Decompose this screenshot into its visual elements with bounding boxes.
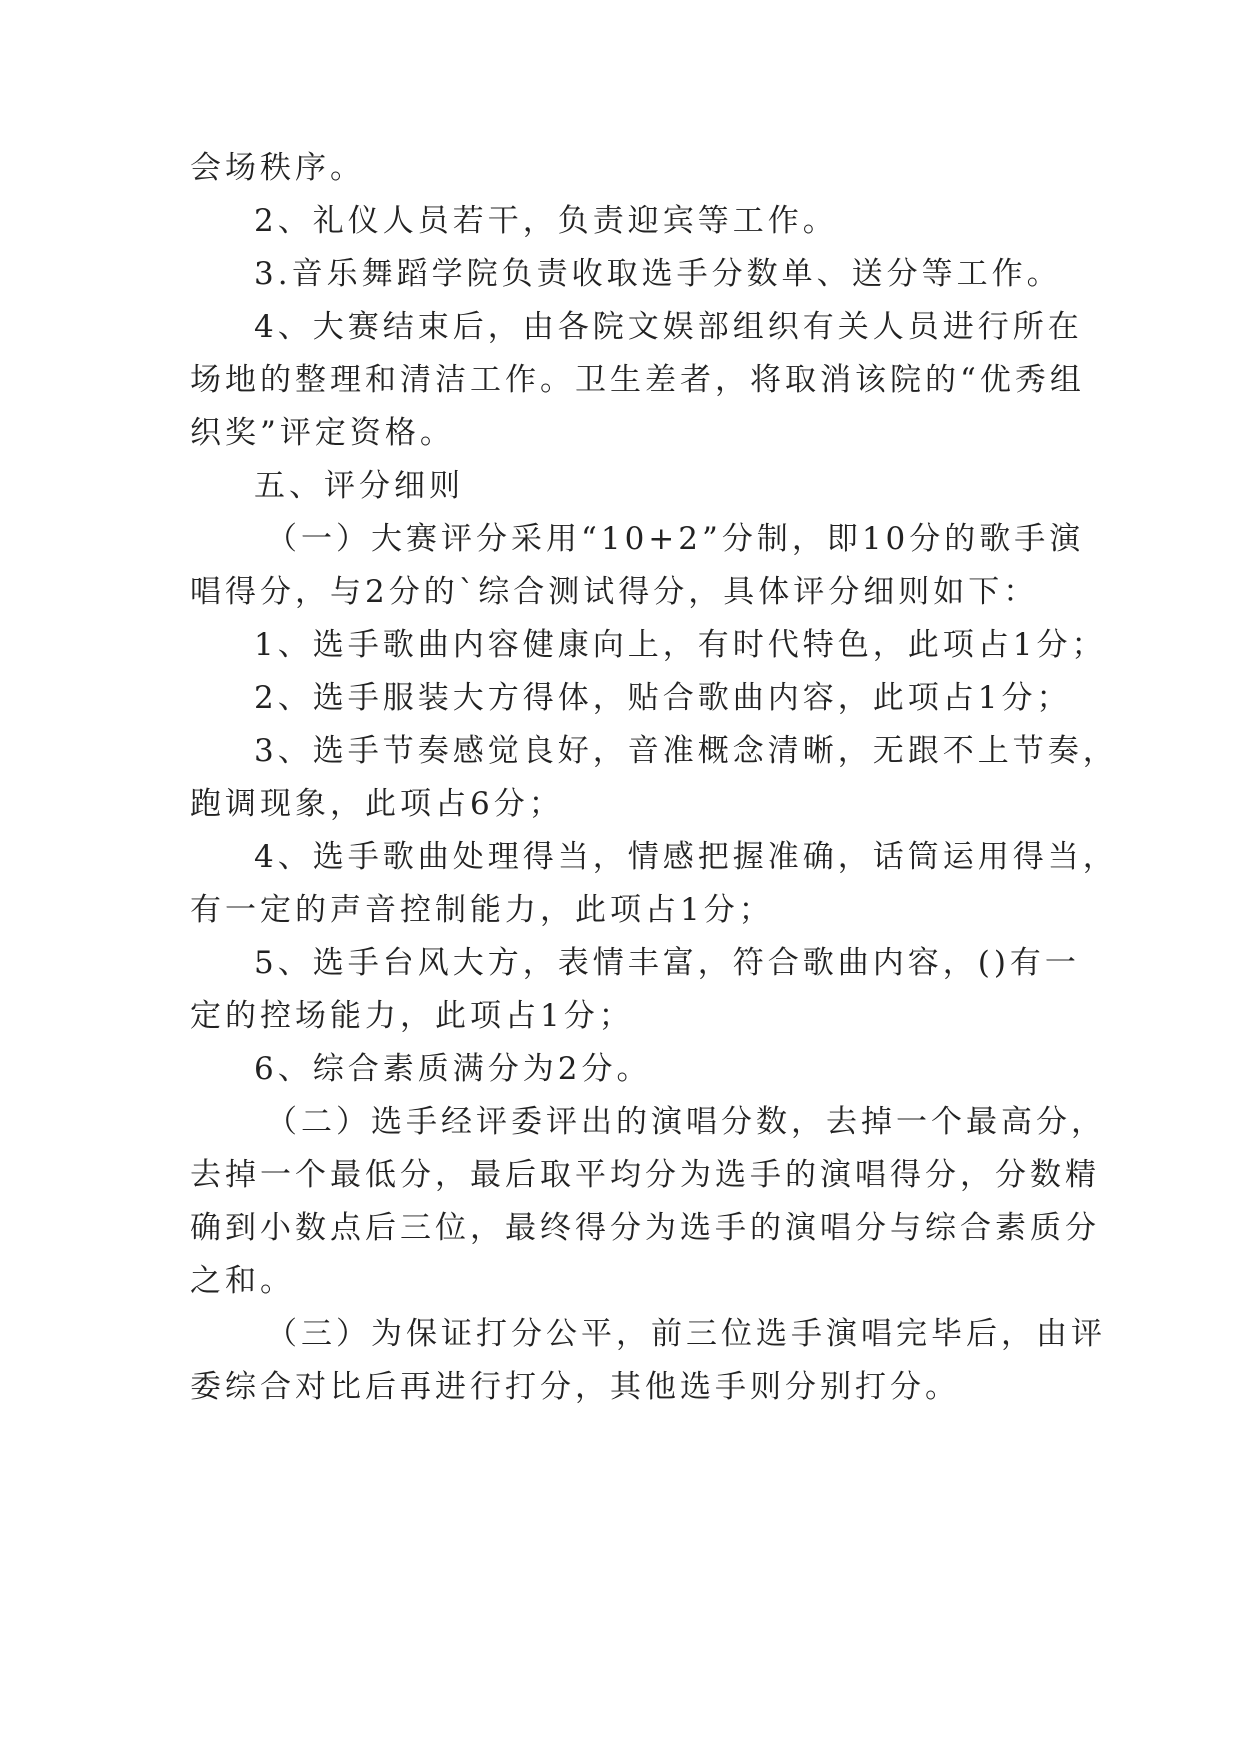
text-line: （三）为保证打分公平，前三位选手演唱完毕后，由评 xyxy=(266,1316,1106,1352)
text-line: 跑调现象，此项占6分； xyxy=(190,786,564,822)
text-line: 2、礼仪人员若干，负责迎宾等工作。 xyxy=(254,203,838,239)
text-line: 2、选手服装大方得体，贴合歌曲内容，此项占1分； xyxy=(254,680,1072,716)
text-line: 定的控场能力，此项占1分； xyxy=(190,998,634,1034)
text-line: 3、选手节奏感觉良好，音准概念清晰，无跟不上节奏， xyxy=(254,733,1118,769)
text-line: 4、大赛结束后，由各院文娱部组织有关人员进行所在 xyxy=(254,309,1083,345)
text-line: 委综合对比后再进行打分，其他选手则分别打分。 xyxy=(190,1369,960,1405)
text-line: 3.音乐舞蹈学院负责收取选手分数单、送分等工作。 xyxy=(254,256,1062,292)
text-line: 1、选手歌曲内容健康向上，有时代特色，此项占1分； xyxy=(254,627,1107,663)
text-line: （二）选手经评委评出的演唱分数，去掉一个最高分， xyxy=(266,1104,1106,1140)
text-line: 6、综合素质满分为2分。 xyxy=(254,1051,652,1087)
text-line: 5、选手台风大方，表情丰富，符合歌曲内容，()有一 xyxy=(254,945,1080,981)
text-line: 4、选手歌曲处理得当，情感把握准确，话筒运用得当， xyxy=(254,839,1118,875)
text-line: （一）大赛评分采用“10+2”分制，即10分的歌手演 xyxy=(266,521,1085,557)
text-line: 场地的整理和清洁工作。卫生差者，将取消该院的“优秀组 xyxy=(190,362,1085,398)
text-line: 之和。 xyxy=(190,1263,295,1299)
text-line: 唱得分，与2分的`综合测试得分，具体评分细则如下： xyxy=(190,574,1039,610)
text-line: 有一定的声音控制能力，此项占1分； xyxy=(190,892,774,928)
text-line: 确到小数点后三位，最终得分为选手的演唱分与综合素质分 xyxy=(190,1210,1100,1246)
text-line: 会场秩序。 xyxy=(190,150,365,186)
text-line: 去掉一个最低分，最后取平均分为选手的演唱得分，分数精 xyxy=(190,1157,1100,1193)
section-heading: 五、评分细则 xyxy=(254,468,464,504)
text-line: 织奖”评定资格。 xyxy=(190,415,455,451)
